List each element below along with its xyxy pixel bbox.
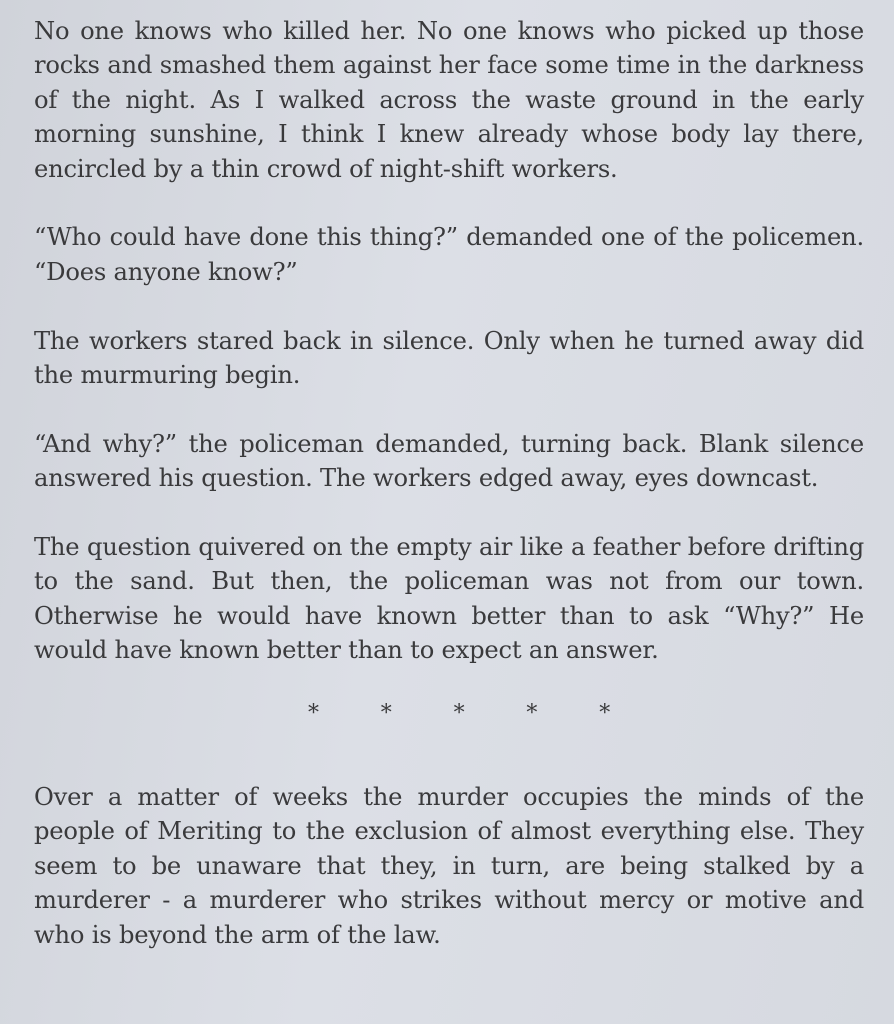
section-break-asterisk: * [380,701,392,727]
section-break-asterisk: * [307,701,319,727]
section-break [34,702,864,726]
section-break-asterisk: * [453,701,465,727]
paragraph-3: The workers stared back in silence. Only when he turned away did the murmuring begin. [34,326,864,390]
page-text [34,14,864,986]
paragraph-1: No one knows who killed her. No one knows who picked up those rocks and smashed them against her face some time in the darkness of the night. As I walked across the waste ground in the early morning sunshine, I think I knew already whose body lay there, encircled by a thin crowd of night-shift workers. [34,17,864,183]
section-break-asterisk: * [526,701,538,727]
paragraph-4: “And why?” the policeman demanded, turning back. Blank silence answered his question. The workers edged away, eyes downcast. [34,429,864,493]
paragraph-5: The question quivered on the empty air like a feather before drifting to the sand. But then, the policeman was not from our town. Otherwise he would have known better than to ask “Why?” He would have known better than to expect an answer. [34,533,864,665]
paragraph-2: “Who could have done this thing?” demanded one of the policemen. “Does anyone know?” [34,223,864,286]
closing-paragraph: Over a matter of weeks the murder occupies the minds of the people of Meriting to the exclusion of almost everything else. They seem to be unaware that they, in turn, are being stalked by a murderer - a murderer who strikes without mercy or motive and who is beyond the arm of the law. [34,783,864,949]
section-break-asterisk: * [599,701,611,727]
